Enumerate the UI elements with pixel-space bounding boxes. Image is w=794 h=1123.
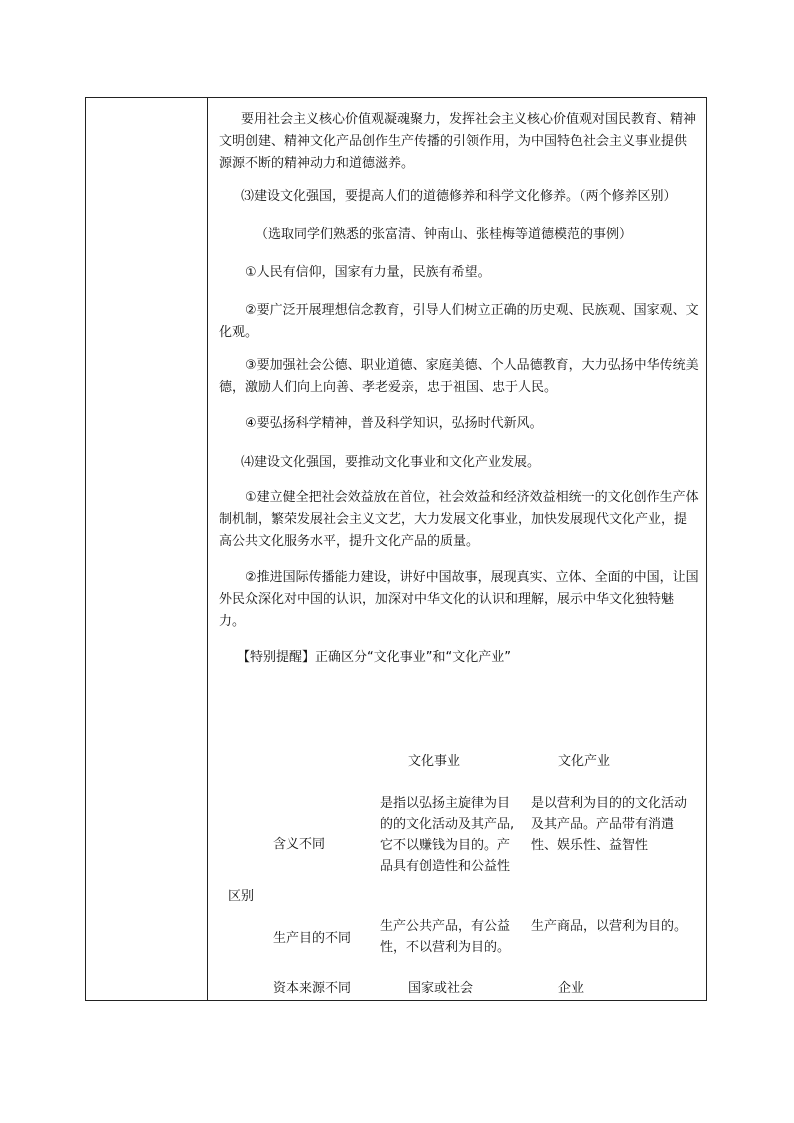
paragraph-9: ①建立健全把社会效益放在首位，社会效益和经济效益相统一的文化创作生产体制机制，繁荣发展社会主义文艺，大力发展文化事业，加快发展现代文化产业，提高公共文化服务水平，提升文化产品的质量。 bbox=[219, 490, 699, 549]
row-label-capital: 资本来源不同 bbox=[273, 981, 352, 996]
header-cultural-undertaking: 文化事业 bbox=[408, 754, 461, 769]
special-reminder: 【特别提醒】正确区分“文化事业”和“文化产业” bbox=[237, 650, 511, 665]
paragraph-5: ②要广泛开展理想信念教育，引导人们树立正确的历史观、民族观、国家观、文化观。 bbox=[219, 303, 699, 340]
paragraph-7: ④要弘扬科学精神，普及科学知识，弘扬时代新风。 bbox=[245, 416, 543, 431]
difference-label: 区别 bbox=[228, 889, 255, 904]
paragraph-6: ③要加强社会公德、职业道德、家庭美德、个人品德教育，大力弘扬中华传统美德，激励人们向上向善、孝老爱亲，忠于祖国、忠于人民。 bbox=[219, 358, 699, 395]
capital-undertaking: 国家或社会 bbox=[408, 981, 474, 996]
lesson-table bbox=[85, 97, 707, 1001]
paragraph-4: ①人民有信仰，国家有力量，民族有希望。 bbox=[245, 265, 491, 280]
purpose-undertaking: 生产公共产品，有公益性，不以营利为目的。 bbox=[380, 919, 511, 955]
row-label-purpose: 生产目的不同 bbox=[273, 931, 352, 946]
paragraph-3: （选取同学们熟悉的张富清、钟南山、张桂梅等道德模范的事例） bbox=[255, 227, 633, 242]
paragraph-2: ⑶建设文化强国，要提高人们的道德修养和科学文化修养。（两个修养区别） bbox=[241, 189, 677, 204]
row-label-meaning: 含义不同 bbox=[273, 837, 326, 852]
header-cultural-industry: 文化产业 bbox=[558, 754, 611, 769]
paragraph-1: 要用社会主义核心价值观凝魂聚力，发挥社会主义核心价值观对国民教育、精神文明创建、精神文化产品创作生产传播的引领作用，为中国特色社会主义事业提供源源不断的精神动力和道德滋养。 bbox=[219, 112, 697, 171]
capital-industry: 企业 bbox=[558, 981, 585, 996]
meaning-industry: 是以营利为目的的文化活动及其产品。产品带有消遣性、娱乐性、益智性 bbox=[531, 796, 688, 853]
left-column bbox=[86, 98, 208, 1000]
paragraph-10: ②推进国际传播能力建设，讲好中国故事，展现真实、立体、全面的中国，让国外民众深化对中国的认识，加深对中华文化的认识和理解，展示中华文化独特魅力。 bbox=[219, 570, 699, 629]
paragraph-8: ⑷建设文化强国，要推动文化事业和文化产业发展。 bbox=[241, 455, 541, 470]
meaning-undertaking: 是指以弘扬主旋律为目的的文化活动及其产品,它不以赚钱为目的。产品具有创造性和公益性 bbox=[380, 796, 515, 874]
purpose-industry: 生产商品，以营利为目的。 bbox=[531, 919, 688, 934]
